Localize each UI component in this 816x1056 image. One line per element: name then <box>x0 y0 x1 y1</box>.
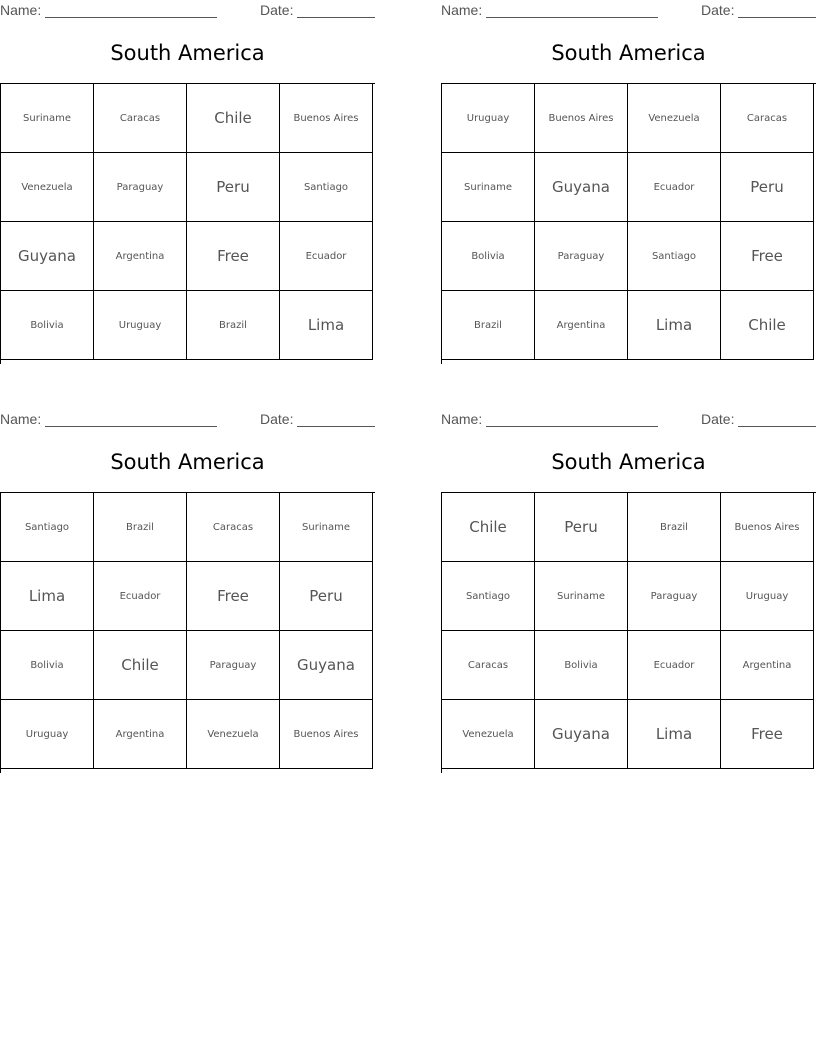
bingo-cell: Caracas <box>721 84 814 153</box>
bingo-cell: Guyana <box>1 222 94 291</box>
bingo-cell: Uruguay <box>721 562 814 631</box>
bingo-cell: Brazil <box>442 291 535 360</box>
bingo-cell: Lima <box>280 291 373 360</box>
bingo-cell: Caracas <box>94 84 187 153</box>
bingo-cell: Free <box>721 222 814 291</box>
bingo-cell: Venezuela <box>442 700 535 769</box>
bingo-cell: Caracas <box>442 631 535 700</box>
bingo-cell: Free <box>187 562 280 631</box>
bingo-card-1 <box>0 0 375 365</box>
card-header <box>0 2 375 20</box>
bingo-cell: Brazil <box>187 291 280 360</box>
name-field <box>486 2 658 18</box>
bingo-cell: Peru <box>721 153 814 222</box>
bingo-cell: Lima <box>628 291 721 360</box>
bingo-cell: Santiago <box>280 153 373 222</box>
bingo-cell: Uruguay <box>94 291 187 360</box>
bingo-cell: Paraguay <box>94 153 187 222</box>
bingo-cell: Peru <box>535 493 628 562</box>
card-title: South America <box>110 41 265 65</box>
bingo-card-4 <box>441 409 816 774</box>
bingo-cell: Suriname <box>1 84 94 153</box>
bingo-cell: Paraguay <box>535 222 628 291</box>
bingo-cell: Ecuador <box>628 631 721 700</box>
bingo-cell: Paraguay <box>187 631 280 700</box>
name-field <box>45 411 217 427</box>
card-header <box>0 411 375 429</box>
card-title: South America <box>110 450 265 474</box>
bingo-cell: Caracas <box>187 493 280 562</box>
date-label: Date: <box>701 411 735 427</box>
bingo-card-2 <box>441 0 816 365</box>
bingo-cell: Bolivia <box>535 631 628 700</box>
bingo-cell: Suriname <box>280 493 373 562</box>
bingo-cell: Ecuador <box>280 222 373 291</box>
bingo-cell: Guyana <box>280 631 373 700</box>
bingo-cell: Lima <box>628 700 721 769</box>
bingo-cell: Argentina <box>535 291 628 360</box>
bingo-cell: Ecuador <box>94 562 187 631</box>
card-header <box>441 411 816 429</box>
bingo-cell: Uruguay <box>442 84 535 153</box>
bingo-cell: Paraguay <box>628 562 721 631</box>
date-field <box>738 411 816 427</box>
bingo-cell: Chile <box>187 84 280 153</box>
name-field <box>486 411 658 427</box>
bingo-cell: Lima <box>1 562 94 631</box>
bingo-cell: Suriname <box>442 153 535 222</box>
name-label: Name: <box>0 2 42 18</box>
bingo-cell: Santiago <box>1 493 94 562</box>
bingo-cell: Venezuela <box>1 153 94 222</box>
bingo-cell: Chile <box>94 631 187 700</box>
bingo-cell: Bolivia <box>1 291 94 360</box>
bingo-grid <box>441 83 816 364</box>
date-label: Date: <box>701 2 735 18</box>
bingo-cell: Santiago <box>442 562 535 631</box>
bingo-cell: Chile <box>721 291 814 360</box>
bingo-cell: Buenos Aires <box>280 84 373 153</box>
name-label: Name: <box>441 2 483 18</box>
bingo-grid <box>441 492 816 773</box>
bingo-cell: Santiago <box>628 222 721 291</box>
bingo-cell: Buenos Aires <box>535 84 628 153</box>
bingo-cell: Free <box>187 222 280 291</box>
date-field <box>738 2 816 18</box>
date-field <box>297 411 375 427</box>
bingo-cell: Guyana <box>535 700 628 769</box>
date-label: Date: <box>260 411 294 427</box>
bingo-cell: Peru <box>187 153 280 222</box>
card-title: South America <box>551 450 706 474</box>
bingo-cell: Venezuela <box>628 84 721 153</box>
bingo-cell: Guyana <box>535 153 628 222</box>
date-label: Date: <box>260 2 294 18</box>
bingo-cell: Bolivia <box>442 222 535 291</box>
bingo-cell: Peru <box>280 562 373 631</box>
bingo-cell: Chile <box>442 493 535 562</box>
bingo-cell: Bolivia <box>1 631 94 700</box>
bingo-cell: Free <box>721 700 814 769</box>
name-label: Name: <box>0 411 42 427</box>
card-title: South America <box>551 41 706 65</box>
bingo-cell: Suriname <box>535 562 628 631</box>
bingo-cell: Argentina <box>94 222 187 291</box>
bingo-cell: Argentina <box>721 631 814 700</box>
bingo-cell: Buenos Aires <box>280 700 373 769</box>
bingo-cell: Venezuela <box>187 700 280 769</box>
bingo-cell: Buenos Aires <box>721 493 814 562</box>
bingo-card-3 <box>0 409 375 774</box>
name-label: Name: <box>441 411 483 427</box>
date-field <box>297 2 375 18</box>
bingo-cell: Argentina <box>94 700 187 769</box>
name-field <box>45 2 217 18</box>
bingo-grid <box>0 83 375 364</box>
bingo-cell: Uruguay <box>1 700 94 769</box>
bingo-grid <box>0 492 375 773</box>
bingo-cell: Brazil <box>94 493 187 562</box>
card-header <box>441 2 816 20</box>
bingo-cell: Brazil <box>628 493 721 562</box>
bingo-cell: Ecuador <box>628 153 721 222</box>
